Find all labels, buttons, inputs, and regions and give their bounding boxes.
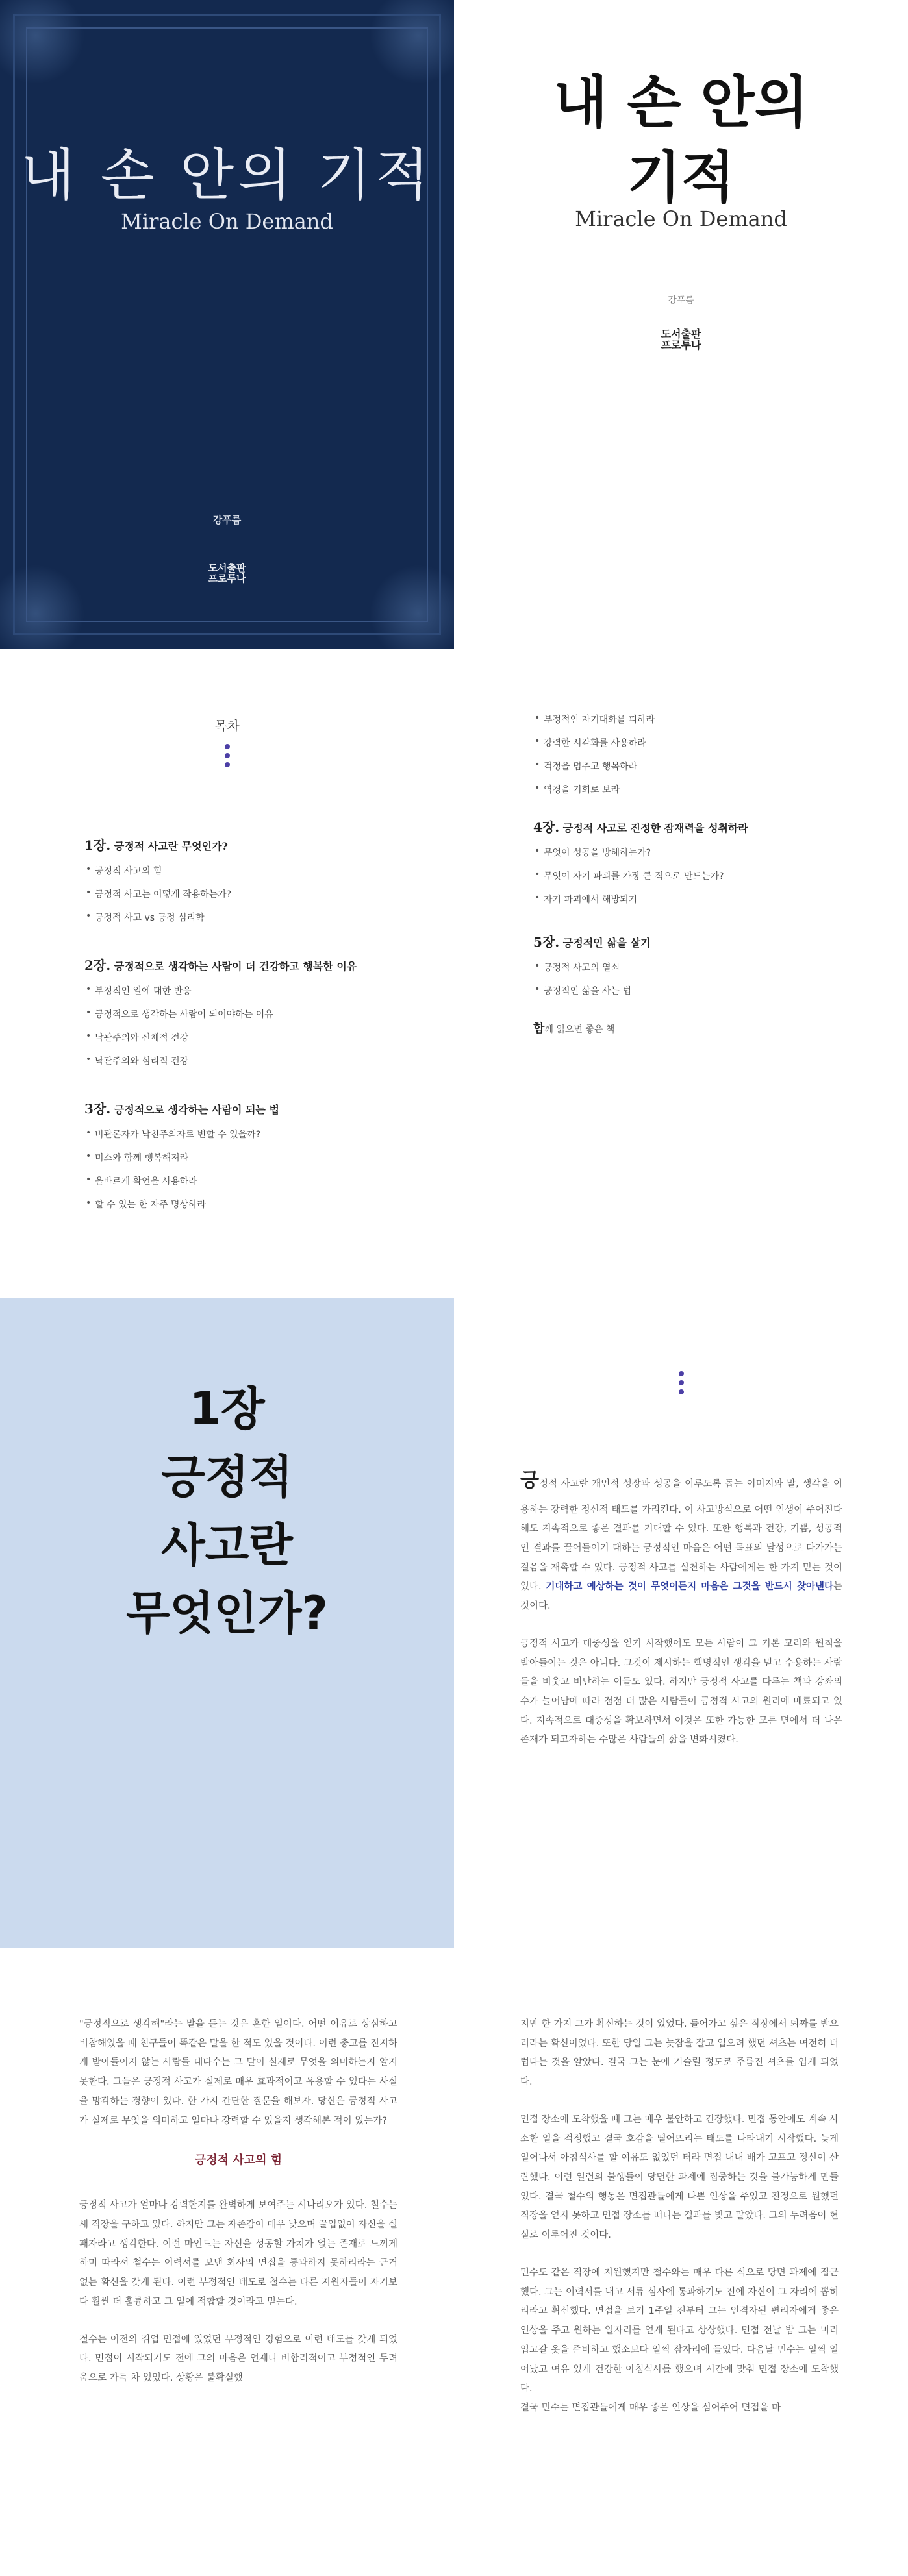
vertical-dots-icon [224,744,231,771]
toc-item[interactable]: • 낙관주의와 심리적 건강 [84,1054,396,1067]
toc-heading: 목차 [214,718,240,734]
title-page [454,0,908,649]
paragraph: 지만 한 가지 그가 확신하는 것이 있었다. 들어가고 싶은 직장에서 퇴짜를 받으리라는 확신이었다. 또한 당일 그는 늦잠을 잘고 입으려 했던 셔츠는 여전히 더럽다는 것을 알았다. 결국 그는 눈에 거슬릴 정도로 주름진 셔츠를 입게 되었다. [520,2019,839,2088]
chapter-body [520,1461,842,1768]
toc-page-left [0,649,454,1298]
publisher-line2: 프로투나 [661,338,701,351]
chapter-title-line: 긍정적 [161,1450,293,1504]
front-cover [0,0,454,649]
toc-item[interactable]: • 긍정적 사고의 열쇠 [533,961,845,974]
title-line: 내 손 안의 [553,70,809,135]
title-page-title [454,65,908,216]
toc-item[interactable]: • 미소와 함께 행복해져라 [84,1151,396,1164]
paragraph: 민수도 같은 직장에 지원했지만 철수와는 매우 다른 식으로 당면 과제에 접근했다. 그는 이력서를 내고 서류 심사에 통과하기도 전에 자신이 그 자리에 뽑히리라고 확신했다. 면접을 보기 1주일 전부터 그는 인격자된 편리자에게 좋은 인상을 주고 원하는 일자리를 얻게 된다고 상상했다. 면접 전날 밤 그는 미리 입고갈 옷을 준비하고 했소보다 일찍 잠자리에 들었다. 다음날 민수는 일찍 일어났고 여유 있게 건강한 아침식사를 했으며 시간에 맞춰 면접 장소에 도착했다. [520,2267,839,2394]
chapter-title-page [0,1298,454,1948]
toc-item[interactable]: • 강력한 시각화를 사용하라 [533,736,845,749]
toc-item[interactable]: • 긍정적 사고 vs 긍정 심리학 [84,911,396,924]
toc-item[interactable]: • 자기 파괴에서 해방되기 [533,893,845,906]
cover-spread [0,0,908,649]
toc-item[interactable]: • 긍정적 사고는 어떻게 작용하는가? [84,887,396,900]
chapter-text-page [454,1298,908,1948]
body-page-right [454,1948,908,2576]
toc-item[interactable]: • 긍정적으로 생각하는 사람이 되어야하는 이유 [84,1008,396,1021]
section-heading: 긍정적 사고의 힘 [194,2153,283,2168]
page-body [520,2015,839,2436]
toc-page-right [454,649,908,1298]
toc-chapter[interactable]: 1장. 긍정적 사고란 무엇인가? [84,837,228,853]
toc-item[interactable]: • 비관론자가 낙천주의자로 변할 수 있을까? [84,1128,396,1141]
toc-item[interactable]: • 무엇이 성공을 방해하는가? [533,846,845,859]
toc-item[interactable]: • 부정적인 자기대화를 피하라 [533,713,845,726]
publisher-line2: 프로투나 [208,572,246,584]
cover-subtitle: Miracle On Demand [121,209,333,234]
toc-item[interactable]: • 긍정적인 삶을 사는 법 [533,984,845,997]
publisher-line1: 도서출판 [208,562,246,574]
chapter-title [0,1375,454,1648]
drop-cap: 긍 [520,1469,539,1492]
title-line: 기적 [627,145,735,211]
paragraph: 면접 장소에 도착했을 때 그는 매우 불안하고 긴장했다. 면접 동안에도 계속 사소한 일을 걱정했고 결국 호감을 떨어뜨리는 태도를 나타내기 시작했다. 늦게 일어나서 아침식사를 할 여유도 없었던 터라 면접 내내 배가 고프고 정신이 산란했다. 이런 일련의 불행들이 당면한 과제에 집중하는 것을 불가능하게 만들었다. 결국 철수의 행동은 면접관들에게 나쁜 인상을 주었고 진정으로 원했던 직장을 얻지 못하고 면접 장소를 떠나는 결과를 빚고 말았다. 그의 두려움이 현실로 이루어진 것이다. [520,2114,839,2241]
paragraph: 긍정적 사고가 얼마나 강력한지를 완벽하게 보여주는 시나리오가 있다. 철수는 새 직장을 구하고 있다. 하지만 그는 자존감이 매우 낮으며 끌입없이 자신을 실패자라고 생각한다. 이런 마인드는 자신을 성공할 가치가 없는 존재로 느끼게 하며 따라서 철수는 이력서를 보낸 회사의 면접을 통과하지 못하리라는 근거 없는 확신을 갖게 된다. 이런 부정적인 태도로 철수는 다른 지원자들이 자기보다 훨씬 더 훌륭하고 그 일에 적합할 것이라고 믿는다. [79,2200,397,2307]
cover-author: 강푸름 [212,514,242,526]
paragraph: 철수는 이전의 취업 면접에 있었던 부정적인 경험으로 이런 태도를 갖게 되었다. 면접이 시작되기도 전에 그의 마음은 언제나 비합리적이고 부정적인 두려움으로 가득 차 있었다. 상황은 불확실했 [79,2334,397,2383]
title-page-author: 강푸름 [668,295,694,306]
toc-item[interactable]: • 긍정적 사고의 힘 [84,864,396,877]
body-spread [0,1948,908,2576]
toc-item[interactable]: • 부정적인 일에 대한 반응 [84,984,396,997]
toc-further-reading[interactable]: 함께 읽으면 좋은 책 [533,1022,615,1035]
paragraph: 결국 민수는 면접관들에게 매우 좋은 인상을 심어주어 면접을 마 [520,2402,781,2413]
chapter-title-line: 1장 [189,1382,265,1435]
publisher-logo [661,329,701,351]
page-body [79,2015,397,2407]
toc-spread [0,649,908,1298]
toc-list-continued [533,713,845,1036]
toc-item[interactable]: • 무엇이 자기 파괴를 가장 큰 적으로 만드는가? [533,869,845,882]
highlighted-text: 기대하고 예상하는 것이 무엇이든지 마음은 그것을 반드시 찾아낸다 [546,1581,833,1592]
toc-item[interactable]: • 할 수 있는 한 자주 명상하라 [84,1198,396,1211]
paragraph: 긍정적 사고란 개인적 성장과 성공을 이루도록 돕는 이미지와 말, 생각을 이용하는 강력한 정신적 태도를 가리킨다. 이 사고방식으로 어떤 인생이 주어진다 해도 지속적으로 좋은 결과를 기대할 수 있다. 또한 행복과 건강, 기쁨, 성공적인 결과를 끌어들이기 대하는 긍정적인 마음은 어떤 목표의 달성으로 다가가는 걸음을 재촉할 수 있다. 긍정적 사고를 실천하는 사람에게는 한 가지 믿는 것이 있다. 기대하고 예상하는 것이 무엇이든지 마음은 그것을 반드시 찾아낸다는 것이다. [520,1469,843,1612]
publisher-line1: 도서출판 [661,328,701,340]
toc-chapter[interactable]: 4장. 긍정적 사고로 진정한 잠재력을 성취하라 [533,819,748,835]
publisher-logo [208,564,246,584]
toc-chapter[interactable]: 3장. 긍정적으로 생각하는 사람이 되는 법 [84,1101,279,1117]
body-page-left [0,1948,454,2576]
toc-item[interactable]: • 역경을 기회로 보라 [533,783,845,796]
cover-title: 내 손 안의 기적 [21,143,433,208]
toc-chapter[interactable]: 5장. 긍정적인 삶을 살기 [533,934,651,950]
toc-chapter[interactable]: 2장. 긍정적으로 생각하는 사람이 더 건강하고 행복한 이유 [84,958,357,973]
cover-inner-frame [26,27,428,622]
toc-list [84,835,396,1242]
paragraph: 긍정적 사고가 대중성을 얻기 시작했어도 모든 사람이 그 기본 교리와 원칙을 받아들이는 것은 아니다. 그것이 제시하는 핵명적인 생각을 믿고 수용하는 사람들을 비웃고 비난하는 이들도 있다. 하지만 긍정적 사고를 다루는 책과 강좌의 수가 늘어남에 따라 점점 더 많은 사람들이 긍정적 사고의 원리에 매료되고 있다. 지속적으로 대중성을 확보하면서 이것은 또한 가능한 모든 면에서 더 나은 존재가 되고자하는 수많은 사람들의 삶을 변화시켰다. [520,1638,842,1746]
paragraph: "긍정적으로 생각해"라는 말을 듣는 것은 흔한 일이다. 어떤 이유로 상심하고 비참해있을 때 친구들이 똑같은 말을 한 적도 있을 것이다. 이런 충고를 진지하게 받아들이지 않는 사람들 대다수는 그 말이 실제로 무엇을 의미하는지 알지 못한다. 그들은 긍정적 사고가 실제로 매우 효과적이고 유용할 수 있다는 사실을 망각하는 경향이 있다. 한 가지 간단한 질문을 해보자. 당신은 긍정적 사고가 실제로 무엇을 의미하고 얼마나 강력할 수 있을지 생각해본 적이 있는가? [79,2019,397,2126]
chapter-spread [0,1298,908,1948]
chapter-title-line: 무엇인가? [125,1587,329,1640]
toc-item[interactable]: • 걱정을 멈추고 행복하라 [533,760,845,773]
vertical-dots-icon [678,1371,685,1398]
toc-item[interactable]: • 올바르게 확언을 사용하라 [84,1174,396,1187]
toc-item[interactable]: • 낙관주의와 신체적 건강 [84,1031,396,1044]
title-page-subtitle: Miracle On Demand [575,206,787,231]
chapter-title-line: 사고란 [161,1518,293,1572]
